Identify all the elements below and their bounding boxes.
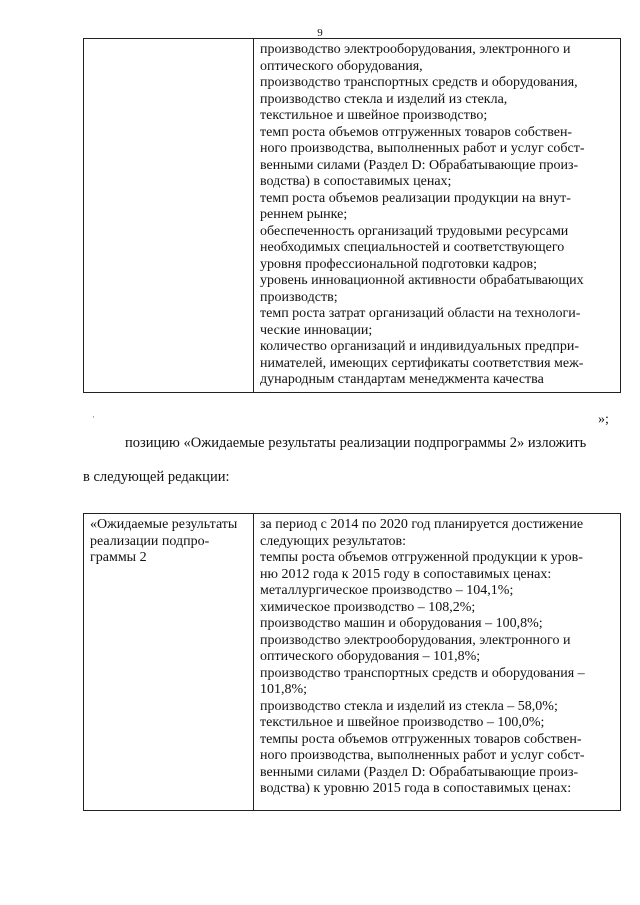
text-line: темп роста затрат организаций области на технологи- bbox=[260, 306, 581, 321]
text-line: уровня профессиональной подготовки кадров; bbox=[260, 256, 537, 272]
text-line: производство электрооборудования, электронного и bbox=[260, 632, 571, 648]
text-line: венными силами (Раздел D: Обрабатывающие произ- bbox=[260, 764, 579, 780]
text-line: металлургическое производство – 104,1%; bbox=[260, 583, 514, 598]
text-line: обеспеченность организаций трудовыми ресурсами bbox=[260, 223, 569, 239]
label-line: граммы 2 bbox=[90, 550, 147, 565]
text-line: следующих результатов: bbox=[260, 533, 407, 549]
expected-results-label-cell bbox=[84, 514, 254, 811]
text-line: необходимых специальностей и соответствующего bbox=[260, 240, 565, 255]
text-line: 101,8%; bbox=[260, 682, 308, 697]
text-line: оптического оборудования – 101,8%; bbox=[260, 649, 481, 664]
label-line: реализации подпро- bbox=[90, 533, 210, 549]
text-line: текстильное и швейное производство; bbox=[260, 108, 488, 123]
continuation-table-right-cell bbox=[254, 39, 621, 393]
text-line: реннем рынке; bbox=[260, 207, 348, 222]
closing-quote: »; bbox=[598, 412, 609, 427]
text-line: производство транспортных средств и оборудования – bbox=[260, 665, 585, 681]
page-number: 9 bbox=[317, 27, 323, 39]
text-line: производство стекла и изделий из стекла, bbox=[260, 91, 508, 107]
text-line: темпы роста объемов отгруженных товаров собствен- bbox=[260, 731, 582, 747]
text-line: темп роста объемов реализации продукции на внут- bbox=[260, 190, 571, 206]
text-line: производство электрооборудования, электронного и bbox=[260, 42, 571, 57]
text-line: ного производства, выполненных работ и услуг собст- bbox=[260, 748, 585, 763]
text-line: водства) к уровню 2015 года в сопоставимых ценах: bbox=[260, 781, 572, 796]
text-line: химическое производство – 108,2%; bbox=[260, 599, 476, 615]
text-line: за период с 2014 по 2020 год планируется достижение bbox=[260, 517, 584, 532]
text-line: производство стекла и изделий из стекла – 58,0%; bbox=[260, 698, 558, 714]
paragraph-instruction: позицию «Ожидаемые результаты реализации подпрограммы 2» изложить bbox=[125, 435, 587, 451]
expected-results-content-cell bbox=[254, 514, 621, 811]
label-line: «Ожидаемые результаты bbox=[90, 517, 238, 532]
text-line: производство транспортных средств и оборудования, bbox=[260, 75, 578, 90]
text-line: нимателей, имеющих сертификаты соответствия меж- bbox=[260, 355, 584, 371]
continuation-table bbox=[83, 38, 621, 393]
stray-dot: · bbox=[92, 412, 95, 422]
text-line: производств; bbox=[260, 289, 338, 305]
text-line: текстильное и швейное производство – 100,0%; bbox=[260, 715, 545, 730]
text-line: венными силами (Раздел D: Обрабатывающие произ- bbox=[260, 157, 579, 173]
text-line: производство машин и оборудования – 100,8%; bbox=[260, 616, 543, 631]
text-line: дународным стандартам менеджмента качества bbox=[260, 372, 544, 387]
paragraph-instruction-end: в следующей редакции: bbox=[83, 469, 230, 485]
text-line: ческие инновации; bbox=[260, 322, 373, 338]
text-line: темп роста объемов отгруженных товаров собствен- bbox=[260, 124, 573, 140]
expected-results-table bbox=[83, 513, 621, 811]
text-line: темпы роста объемов отгруженной продукции к уров- bbox=[260, 550, 583, 565]
text-line: оптического оборудования, bbox=[260, 58, 423, 74]
text-line: уровень инновационной активности обрабатывающих bbox=[260, 273, 584, 288]
text-line: количество организаций и индивидуальных предпри- bbox=[260, 339, 580, 354]
continuation-table-left-cell bbox=[84, 39, 254, 393]
text-line: ного производства, выполненных работ и услуг собст- bbox=[260, 141, 585, 156]
text-line: ню 2012 года к 2015 году в сопоставимых ценах: bbox=[260, 566, 552, 582]
text-line: водства) в сопоставимых ценах; bbox=[260, 174, 452, 189]
